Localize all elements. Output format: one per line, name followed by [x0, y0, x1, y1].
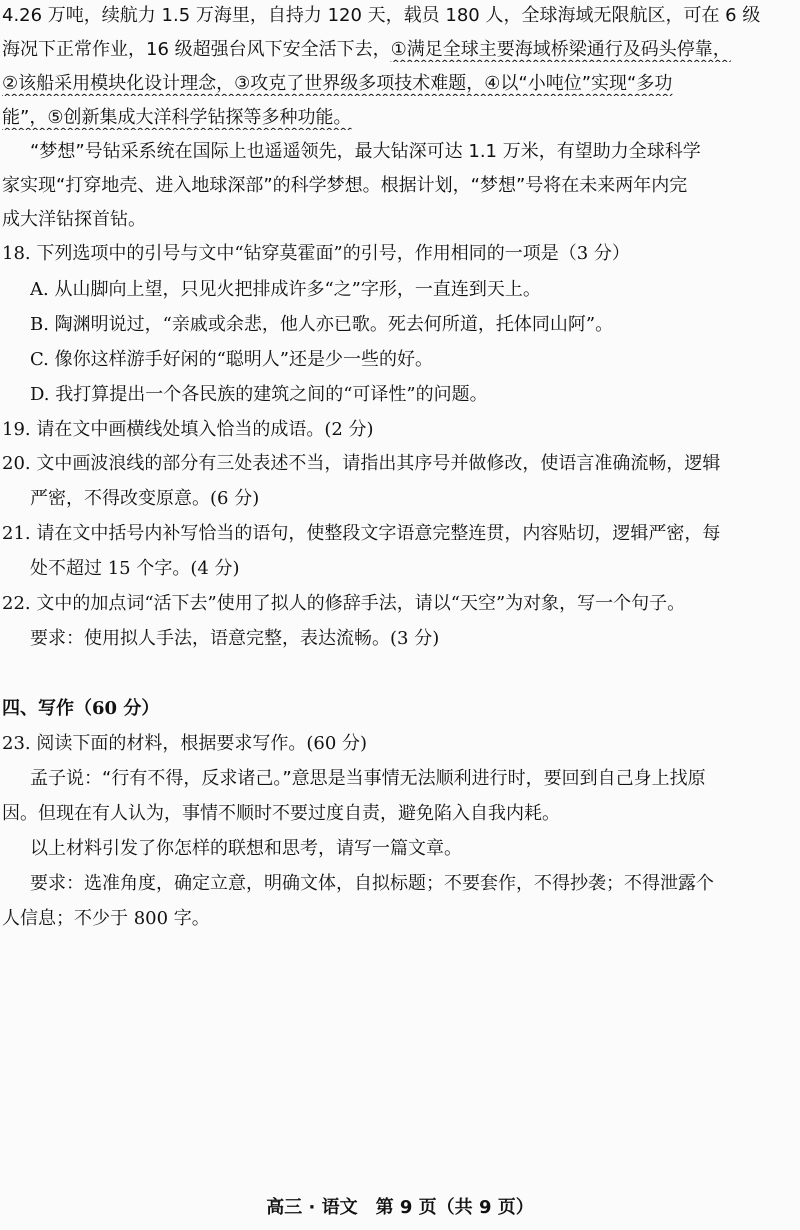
wavy-segment-2: ②该船采用模块化设计理念，③攻克了世界级多项技术难题，④以“小吨位”实现“多功: [2, 73, 673, 94]
writing-prompt: 以上材料引发了你怎样的联想和思考，请写一篇文章。: [30, 838, 462, 859]
passage-line-2-text: 海况下正常作业，16 级超强台风下安全活下去，: [2, 39, 391, 60]
question-19: 19. 请在文中画横线处填入恰当的成语。(2 分): [2, 419, 374, 440]
question-18-option-a: A. 从山脚向上望，只见火把排成许多“之”字形，一直连到天上。: [30, 279, 541, 300]
page-footer: 高三 · 语文 第 9 页（共 9 页）: [266, 1197, 534, 1218]
passage-line-4: [2, 106, 800, 130]
writing-requirements-line-2: 人信息；不少于 800 字。: [2, 908, 210, 929]
question-18-stem: 18. 下列选项中的引号与文中“钻穿莫霍面”的引号，作用相同的一项是（3 分）: [2, 243, 630, 264]
passage-line-3: [2, 72, 800, 96]
writing-section-title: 四、写作（60 分）: [2, 698, 160, 719]
question-18-option-d: D. 我打算提出一个各民族的建筑之间的“可译性”的问题。: [30, 384, 488, 405]
writing-requirements-line-1: 要求：选准角度，确定立意，明确文体，自拟标题；不要套作，不得抄袭；不得泄露个: [30, 873, 714, 894]
question-21-line-1: 21. 请在文中括号内补写恰当的语句，使整段文字语意完整连贯，内容贴切，逻辑严密，每: [2, 523, 721, 544]
material-line-2: 因。但现在有人认为，事情不顺时不要过度自责，避免陷入自我内耗。: [2, 803, 560, 824]
question-22-line-1: 22. 文中的加点词“活下去”使用了拟人的修辞手法，请以“天空”为对象，写一个句子。: [2, 593, 686, 614]
passage-line-5: “梦想”号钻采系统在国际上也遥遥领先，最大钻深可达 1.1 万米，有望助力全球科学: [30, 141, 701, 162]
question-18-option-b: B. 陶渊明说过，“亲戚或余悲，他人亦已歌。死去何所道，托体同山阿”。: [30, 314, 614, 335]
question-20-line-1: 20. 文中画波浪线的部分有三处表述不当，请指出其序号并做修改，使语言准确流畅，逻辑: [2, 453, 721, 474]
wavy-segment-3: 能”，⑤创新集成大洋科学钻探等多种功能。: [2, 107, 352, 128]
passage-line-7: 成大洋钻探首钻。: [2, 209, 146, 230]
question-18-option-c: C. 像你这样游手好闲的“聪明人”还是少一些的好。: [30, 349, 433, 370]
question-20-line-2: 严密，不得改变原意。(6 分): [30, 488, 260, 509]
question-21-line-2: 处不超过 15 个字。(4 分): [30, 558, 240, 579]
wavy-segment-1: ①满足全球主要海域桥梁通行及码头停靠，: [390, 39, 731, 60]
question-22-line-2: 要求：使用拟人手法，语意完整，表达流畅。(3 分): [30, 628, 440, 649]
question-23: 23. 阅读下面的材料，根据要求写作。(60 分): [2, 733, 368, 754]
passage-line-6: 家实现“打穿地壳、进入地球深部”的科学梦想。根据计划，“梦想”号将在未来两年内完: [2, 175, 688, 196]
passage-line-2: [2, 38, 800, 62]
material-line-1: 孟子说：“行有不得，反求诸己。”意思是当事情无法顺利进行时，要回到自己身上找原: [30, 768, 706, 789]
passage-line-1: 4.26 万吨，续航力 1.5 万海里，自持力 120 天，载员 180 人，全球海域无限航区，可在 6 级: [2, 5, 761, 26]
